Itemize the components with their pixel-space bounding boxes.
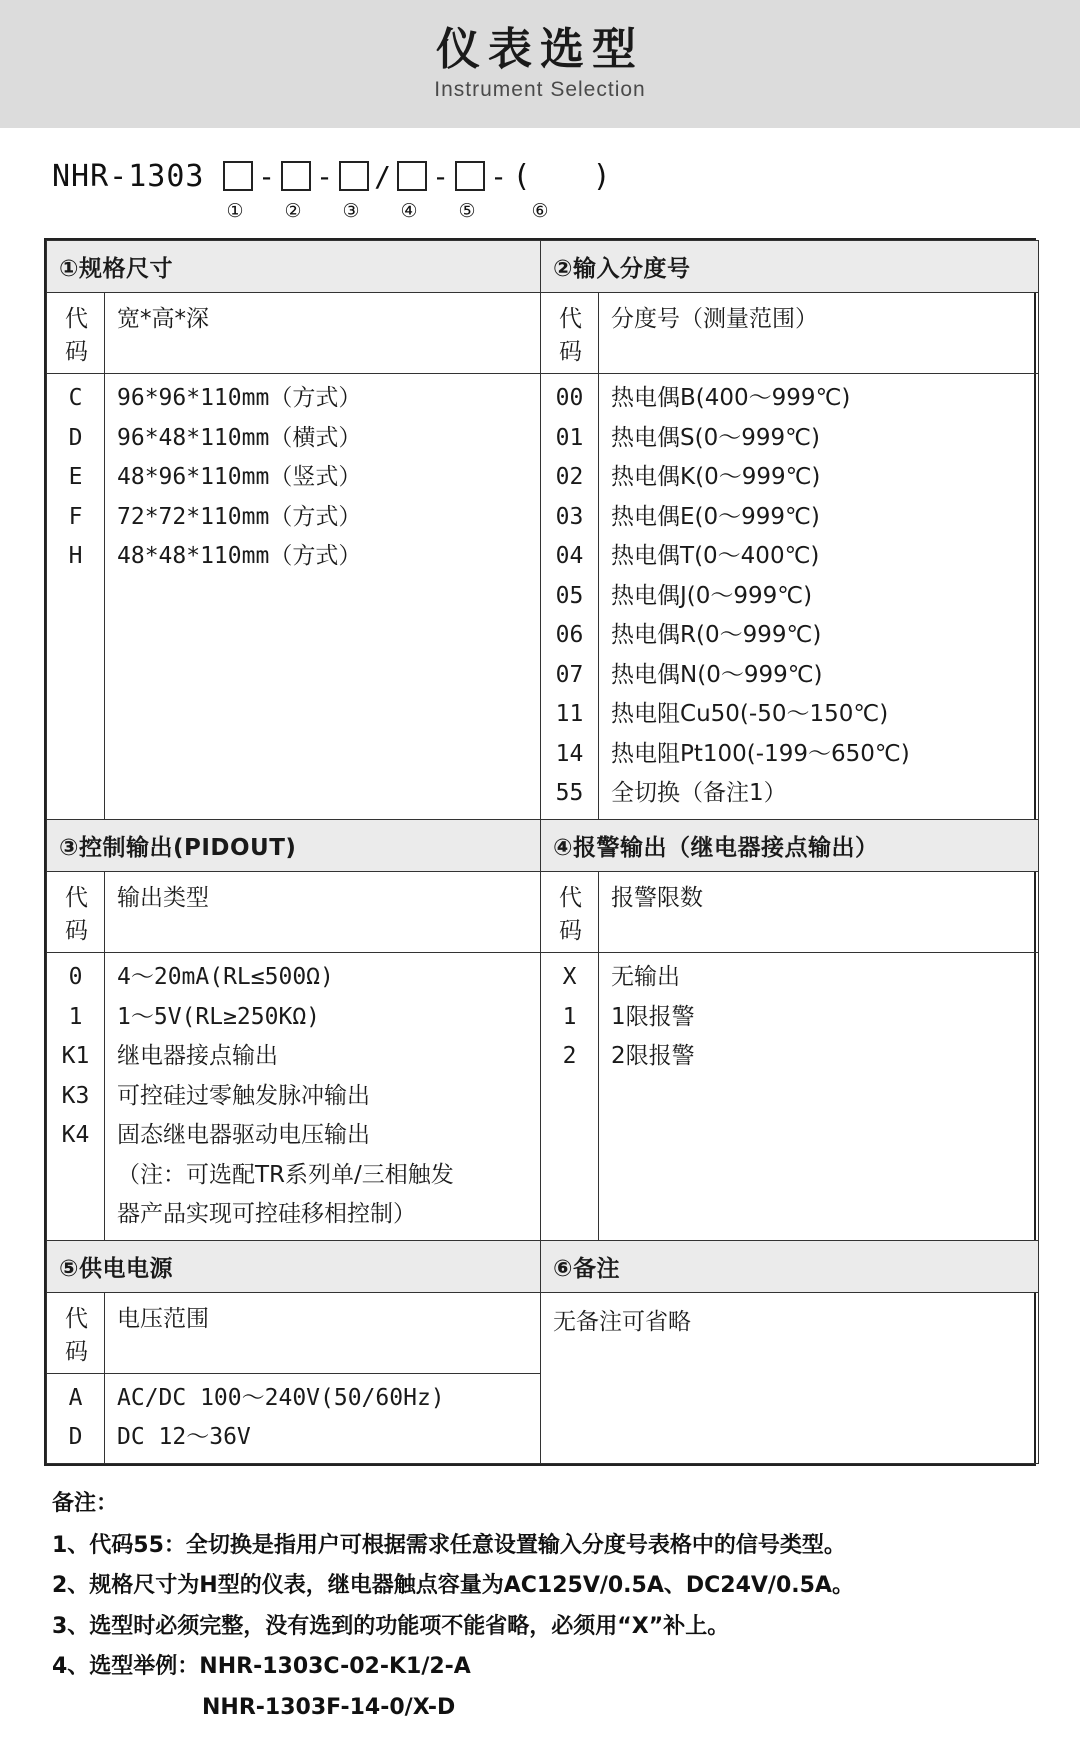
section-4-code-header: 代码: [541, 872, 599, 953]
section-3-descriptions: [105, 953, 541, 1241]
list-item: C: [68, 385, 83, 411]
section-5-codes: [47, 1373, 105, 1463]
remark-item-2: 2、规格尺寸为H型的仪表，继电器触点容量为AC125V/0.5A、DC24V/0.5A。: [52, 1573, 854, 1599]
model-separator-2: -: [316, 159, 333, 193]
list-item: K4: [61, 1122, 90, 1149]
list-item: E: [68, 464, 83, 491]
section-6-heading: ⑥备注: [541, 1240, 1039, 1292]
section-4-codes: [541, 953, 599, 1241]
list-item: 55: [555, 780, 584, 807]
table-row: [47, 820, 1039, 872]
table-row: [47, 1292, 1039, 1373]
list-item: 96*48*110mm（横式）: [117, 424, 362, 451]
list-item: 1: [68, 1003, 83, 1030]
table-row: [47, 1240, 1039, 1292]
list-item: 热电偶N(0～999℃): [611, 661, 823, 688]
model-separator-4: -: [490, 159, 507, 193]
list-item: 14: [555, 740, 584, 767]
section-2-desc-header: 分度号（测量范围）: [599, 293, 1039, 374]
model-code-line: [52, 154, 1080, 198]
list-item: 48*96*110mm（竖式）: [117, 464, 362, 491]
table-row: [47, 241, 1039, 293]
section-5-descriptions: [105, 1373, 541, 1463]
list-item: 00: [555, 385, 584, 411]
list-item: 热电偶R(0～999℃): [611, 622, 822, 649]
section-6-note: 无备注可省略: [541, 1292, 1039, 1463]
model-box-3: [339, 161, 369, 191]
remarks-title: 备注：: [52, 1490, 119, 1516]
section-1-code-header: 代码: [47, 293, 105, 374]
list-item: 11: [555, 701, 584, 728]
list-item: 热电偶B(400～999℃): [611, 385, 851, 411]
list-item: A: [68, 1384, 83, 1411]
section-2-heading: ②输入分度号: [541, 241, 1039, 293]
list-item: 48*48*110mm（方式）: [117, 543, 362, 570]
list-item: 热电阻Cu50(-50～150℃): [611, 701, 889, 728]
list-item: 04: [555, 543, 584, 570]
remark-item-4-example-2: NHR-1303F-14-0/X-D: [202, 1695, 456, 1721]
list-item: 1: [562, 1003, 577, 1030]
section-4-descriptions: [599, 953, 1039, 1241]
list-item: 01: [555, 424, 584, 451]
model-marker-5: ⑤: [458, 200, 476, 222]
list-item: 72*72*110mm（方式）: [117, 503, 362, 530]
list-item: （注：可选配TR系列单/三相触发: [117, 1161, 454, 1188]
list-item: AC/DC 100～240V(50/60Hz): [117, 1384, 445, 1411]
list-item: 07: [555, 661, 584, 688]
page-title-en: Instrument Selection: [434, 78, 646, 102]
section-4-desc-header: 报警限数: [599, 872, 1039, 953]
section-2-descriptions: [599, 374, 1039, 820]
section-3-desc-header: 输出类型: [105, 872, 541, 953]
list-item: D: [68, 1424, 83, 1451]
model-box-1: [223, 161, 253, 191]
list-item: 继电器接点输出: [117, 1043, 278, 1070]
list-item: DC 12～36V: [117, 1424, 251, 1451]
section-1-descriptions: [105, 374, 541, 820]
table-row: [47, 293, 1039, 374]
list-item: 固态继电器驱动电压输出: [117, 1122, 370, 1149]
table-row: [47, 374, 1039, 820]
page-header: [0, 0, 1080, 128]
list-item: 03: [555, 503, 584, 530]
model-separator-1: -: [258, 159, 275, 193]
list-item: K1: [61, 1043, 90, 1070]
model-separator-slash: /: [374, 159, 391, 193]
page-title-cn: 仪表选型: [436, 23, 644, 75]
list-item: 05: [555, 582, 584, 609]
section-3-code-header: 代码: [47, 872, 105, 953]
specification-table: [44, 238, 1036, 1466]
section-3-heading: ③控制输出(PIDOUT): [47, 820, 541, 872]
model-marker-1: ①: [226, 200, 244, 222]
list-item: 2限报警: [611, 1043, 695, 1070]
list-item: 96*96*110mm（方式）: [117, 385, 362, 411]
model-code-diagram: [52, 154, 1080, 232]
list-item: 可控硅过零触发脉冲输出: [117, 1082, 370, 1109]
table-row: [47, 872, 1039, 953]
list-item: 无输出: [611, 964, 681, 991]
list-item: F: [68, 503, 83, 530]
list-item: H: [68, 543, 83, 570]
list-item: 热电阻Pt100(-199～650℃): [611, 740, 910, 767]
list-item: 4～20mA(RL≤500Ω): [117, 964, 334, 991]
section-1-desc-header: 宽*高*深: [105, 293, 541, 374]
list-item: 1限报警: [611, 1003, 695, 1030]
list-item: 器产品实现可控硅移相控制）: [117, 1201, 416, 1228]
list-item: 2: [562, 1043, 577, 1070]
table-row: [47, 953, 1039, 1241]
list-item: 热电偶S(0～999℃): [611, 424, 820, 451]
remark-item-4: 4、选型举例：NHR-1303C-02-K1/2-A: [52, 1654, 471, 1680]
list-item: 全切换（备注1）: [611, 780, 787, 807]
section-2-codes: [541, 374, 599, 820]
list-item: 热电偶T(0～400℃): [611, 543, 820, 570]
model-separator-3: -: [432, 159, 449, 193]
model-box-5: [455, 161, 485, 191]
section-5-code-header: 代码: [47, 1292, 105, 1373]
model-box-2: [281, 161, 311, 191]
list-item: 0: [68, 964, 83, 991]
list-item: 热电偶K(0～999℃): [611, 464, 821, 491]
section-2-code-header: 代码: [541, 293, 599, 374]
model-box-4: [397, 161, 427, 191]
model-marker-row: [52, 200, 1080, 222]
list-item: 热电偶J(0～999℃): [611, 582, 813, 609]
section-5-desc-header: 电压范围: [105, 1292, 541, 1373]
section-1-codes: [47, 374, 105, 820]
section-4-heading: ④报警输出（继电器接点输出）: [541, 820, 1039, 872]
model-marker-4: ④: [400, 200, 418, 222]
model-marker-3: ③: [342, 200, 360, 222]
list-item: 02: [555, 464, 584, 491]
model-name: NHR-1303: [52, 158, 205, 194]
section-1-heading: ①规格尺寸: [47, 241, 541, 293]
list-item: 热电偶E(0～999℃): [611, 503, 820, 530]
remark-item-3: 3、选型时必须完整，没有选到的功能项不能省略，必须用“X”补上。: [52, 1613, 730, 1639]
remarks-section: [52, 1486, 1028, 1726]
list-item: D: [68, 424, 83, 451]
list-item: 1～5V(RL≥250KΩ): [117, 1003, 321, 1030]
list-item: K3: [61, 1082, 90, 1109]
section-3-codes: [47, 953, 105, 1241]
list-item: 06: [555, 622, 584, 649]
section-5-heading: ⑤供电电源: [47, 1240, 541, 1292]
remark-item-1: 1、代码55：全切换是指用户可根据需求任意设置输入分度号表格中的信号类型。: [52, 1532, 846, 1558]
model-marker-6: ⑥: [531, 200, 549, 222]
model-marker-2: ②: [284, 200, 302, 222]
list-item: X: [562, 964, 577, 991]
model-parenthesis: ( ): [512, 158, 633, 194]
